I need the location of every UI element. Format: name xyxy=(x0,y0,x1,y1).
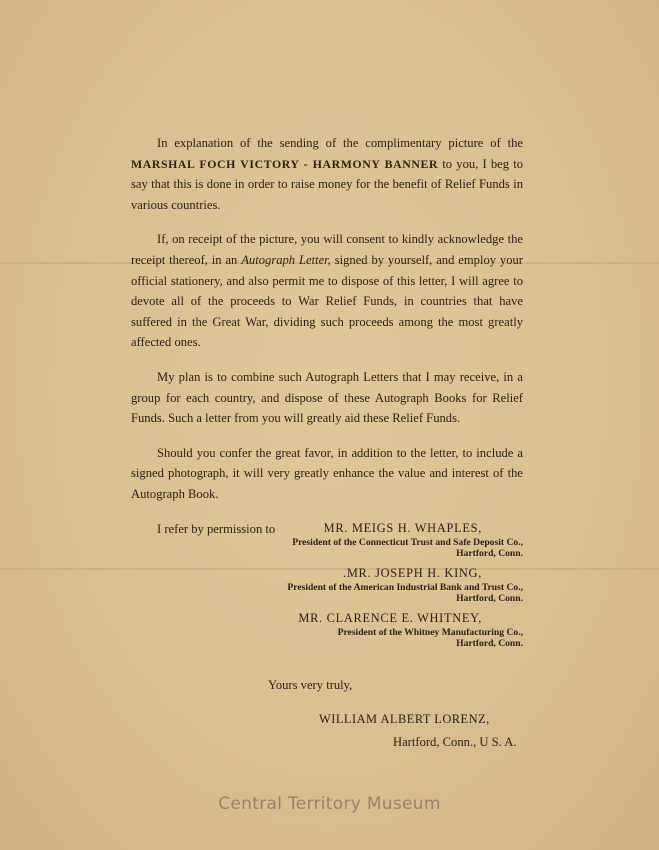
autograph-letter-emphasis: Autograph Letter, xyxy=(241,252,331,267)
banner-name: MARSHAL FOCH VICTORY - HARMONY BANNER xyxy=(131,156,439,171)
paragraph-photograph: Should you confer the great favor, in addition to the letter, to include a signed photograph, it will very greatly enhance the value and interest of the Autograph Book. xyxy=(131,445,523,501)
paragraph-text: In explanation of the sending of the complimentary picture of the xyxy=(157,136,523,150)
signer-name: WILLIAM ALBERT LORENZ, xyxy=(319,712,490,726)
reference-name: .MR. JOSEPH H. KING, xyxy=(343,566,482,580)
reference-title: President of the American Industrial Bank and Trust Co., xyxy=(287,582,523,593)
reference-entry xyxy=(163,520,523,559)
reference-city: Hartford, Conn. xyxy=(456,548,523,559)
reference-entry xyxy=(163,565,523,604)
paragraph-text: signed by yourself, and employ your official stationery, and also permit me to dispose of this letter, I will agree to devote all of the proceeds to War Relief Funds, in countries that have suffered in the Great War, dividing such proceeds among the most greatly affected ones. xyxy=(131,252,523,350)
reference-title: President of the Connecticut Trust and Safe Deposit Co., xyxy=(292,537,523,548)
reference-list xyxy=(163,520,523,655)
paragraph-text: If, on receipt of the picture, you will consent to kindly acknowledge the receipt thereof, in an xyxy=(131,232,523,267)
museum-watermark: Central Territory Museum xyxy=(218,794,441,814)
paragraph-references-intro: I refer by permission to xyxy=(157,521,276,536)
reference-city: Hartford, Conn. xyxy=(456,593,523,604)
closing-salutation: Yours very truly, xyxy=(268,678,353,692)
paragraph-plan: My plan is to combine such Autograph Letters that I may receive, in a group for each country, and dispose of these Autograph Books for Relief Funds. Such a letter from you will greatly aid these Relief Funds. xyxy=(131,369,523,426)
signer-location: Hartford, Conn., U S. A. xyxy=(393,735,517,749)
reference-title: President of the Whitney Manufacturing Co., xyxy=(337,627,523,638)
reference-city: Hartford, Conn. xyxy=(456,638,523,649)
paragraph-explanation xyxy=(131,133,523,215)
reference-entry xyxy=(163,610,523,649)
letter-body xyxy=(131,133,523,539)
reference-name: MR. MEIGS H. WHAPLES, xyxy=(323,521,482,535)
paragraph-text: to you, I beg to say that this is done in order to raise money for the benefit of Relief Funds in various countries. xyxy=(131,156,523,212)
reference-name: MR. CLARENCE E. WHITNEY, xyxy=(298,611,482,625)
paragraph-request xyxy=(131,229,523,353)
